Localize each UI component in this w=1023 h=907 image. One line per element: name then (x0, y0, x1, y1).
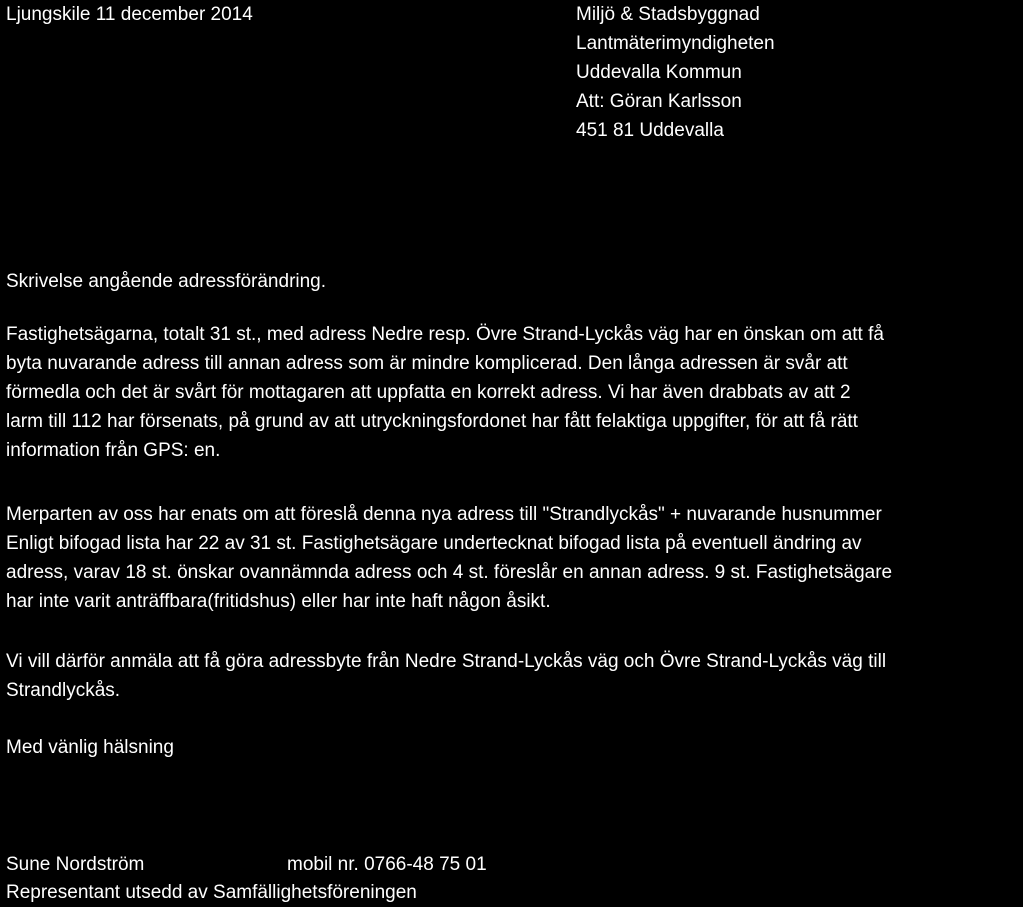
recipient-address (576, 0, 775, 145)
paragraph-line: larm till 112 har försenats, på grund av att utryckningsfordonet har fått felaktiga uppgifter, för att få rätt (6, 411, 858, 432)
recipient-line: Att: Göran Karlsson (576, 91, 742, 112)
paragraph-line: information från GPS: en. (6, 440, 221, 461)
paragraph-line: Enligt bifogad lista har 22 av 31 st. Fastighetsägare undertecknat bifogad lista på eventuell ändring av (6, 533, 862, 554)
paragraph-line: förmedla och det är svårt för mottagaren att uppfatta en korrekt adress. Vi har även drabbats av att 2 (6, 382, 851, 403)
paragraph-line: byta nuvarande adress till annan adress som är mindre komplicerad. Den långa adressen är svår att (6, 353, 848, 374)
body-paragraph-1 (6, 320, 1023, 465)
body-paragraph-3 (6, 647, 1023, 705)
recipient-line: Miljö & Stadsbyggnad (576, 4, 760, 25)
paragraph-line: har inte varit anträffbara(fritidshus) eller har inte haft någon åsikt. (6, 591, 551, 612)
signer-role: Representant utsedd av Samfällighetsföreningen (6, 882, 417, 903)
body-paragraph-2 (6, 500, 1023, 616)
recipient-line: 451 81 Uddevalla (576, 120, 724, 141)
mobile-number: mobil nr. 0766-48 75 01 (287, 854, 487, 875)
paragraph-line: Fastighetsägarna, totalt 31 st., med adress Nedre resp. Övre Strand-Lyckås väg har en önskan om att få (6, 324, 884, 345)
letter-subject: Skrivelse angående adressförändring. (6, 271, 327, 292)
recipient-line: Lantmäterimyndigheten (576, 33, 775, 54)
closing-greeting: Med vänlig hälsning (6, 737, 174, 758)
paragraph-line: adress, varav 18 st. önskar ovannämnda adress och 4 st. föreslår en annan adress. 9 st. Fastighetsägare (6, 562, 893, 583)
paragraph-line: Strandlyckås. (6, 680, 121, 701)
place-date: Ljungskile 11 december 2014 (6, 4, 253, 25)
signer-name: Sune Nordström (6, 854, 145, 875)
paragraph-line: Vi vill därför anmäla att få göra adressbyte från Nedre Strand-Lyckås väg och Övre Strand-Lyckås väg till (6, 651, 887, 672)
recipient-line: Uddevalla Kommun (576, 62, 742, 83)
paragraph-line: Merparten av oss har enats om att föreslå denna nya adress till "Strandlyckås" + nuvarande husnummer (6, 504, 882, 525)
